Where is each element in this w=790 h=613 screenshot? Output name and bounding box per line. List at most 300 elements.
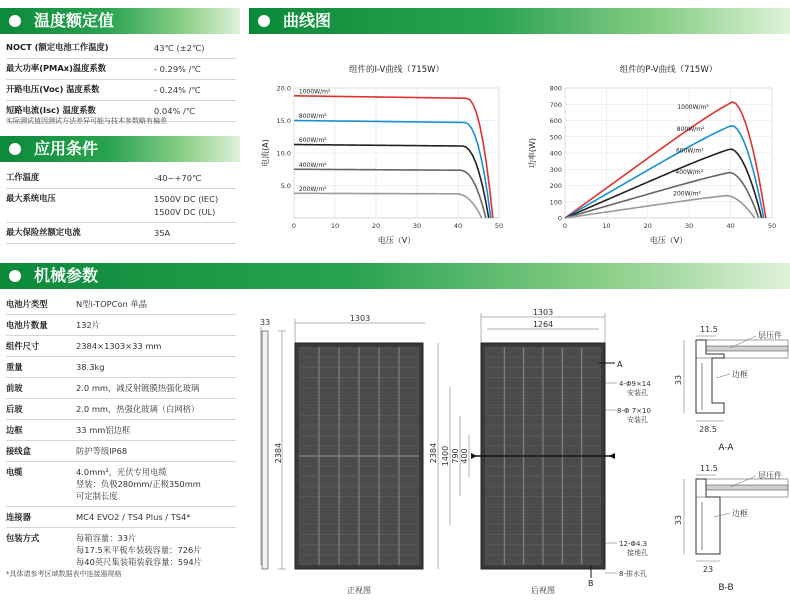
solar-cell <box>486 447 504 456</box>
spec-row <box>6 168 236 189</box>
solar-cell <box>505 536 523 545</box>
solar-cell <box>320 486 339 495</box>
y-tick-label: 300 <box>549 165 562 174</box>
series-label: 200W/m² <box>298 185 327 193</box>
solar-cell <box>505 506 523 515</box>
solar-cell <box>300 427 319 436</box>
solar-cell <box>524 417 542 426</box>
solar-cell <box>505 437 523 446</box>
y-tick-label: 5.0 <box>280 182 291 190</box>
solar-cell <box>524 496 542 505</box>
solar-cell <box>524 457 542 466</box>
series-label: 1000W/m² <box>298 88 331 96</box>
solar-cell <box>340 536 359 545</box>
bullet-icon <box>9 270 21 282</box>
section-title: 应用条件 <box>34 139 99 158</box>
solar-cell <box>340 437 359 446</box>
app-spec-table <box>6 168 236 244</box>
solar-cell <box>360 546 379 555</box>
solar-cell <box>486 427 504 436</box>
spec-row <box>6 59 236 80</box>
solar-cell <box>486 397 504 406</box>
solar-cell <box>563 437 581 446</box>
spec-value: 4.0mm²，光伏专用电缆 <box>76 467 167 477</box>
solar-cell <box>582 358 600 367</box>
y-tick-label: 100 <box>549 198 562 207</box>
solar-cell <box>320 437 339 446</box>
solar-cell <box>563 427 581 436</box>
solar-cell <box>400 536 419 545</box>
solar-cell <box>563 556 581 565</box>
solar-cell <box>563 417 581 426</box>
solar-cell <box>360 417 379 426</box>
solar-cell <box>400 397 419 406</box>
spec-label: 电池片类型 <box>6 299 48 309</box>
solar-cell <box>360 427 379 436</box>
height-label: 2384 <box>274 442 283 464</box>
solar-cell <box>300 506 319 515</box>
solar-cell <box>505 367 523 376</box>
dim-1400: 1400 <box>441 445 450 467</box>
spec-value: 38.3kg <box>76 362 105 372</box>
solar-cell <box>360 387 379 396</box>
solar-cell <box>582 506 600 515</box>
solar-cell <box>320 387 339 396</box>
back-view-drawing <box>423 303 668 608</box>
solar-cell <box>340 427 359 436</box>
solar-cell <box>544 526 562 535</box>
solar-cell <box>524 447 542 456</box>
y-tick-label: 0 <box>557 214 562 223</box>
solar-cell <box>544 496 562 505</box>
solar-cell <box>582 476 600 485</box>
section-title: 曲线图 <box>283 11 332 30</box>
solar-cell <box>563 447 581 456</box>
solar-cell <box>563 407 581 416</box>
solar-cell <box>505 387 523 396</box>
solar-cell <box>400 427 419 436</box>
solar-cell <box>380 556 399 565</box>
bb-caption: B-B <box>718 583 734 593</box>
solar-cell <box>340 506 359 515</box>
solar-cell <box>340 516 359 525</box>
solar-cell <box>320 358 339 367</box>
solar-cell <box>380 526 399 535</box>
solar-cell <box>360 407 379 416</box>
solar-cell <box>300 358 319 367</box>
solar-cell <box>360 348 379 357</box>
solar-cell <box>505 526 523 535</box>
solar-cell <box>300 417 319 426</box>
spec-label: 组件尺寸 <box>6 341 40 351</box>
thickness-label: 33 <box>260 318 271 327</box>
spec-label: NOCT (额定电池工作温度) <box>6 42 109 52</box>
solar-cell <box>360 467 379 476</box>
spec-row <box>6 357 236 378</box>
front-view-drawing <box>250 303 425 608</box>
solar-cell <box>360 506 379 515</box>
series-label: 800W/m² <box>298 113 327 120</box>
solar-cell <box>544 467 562 476</box>
solar-cell <box>544 397 562 406</box>
solar-cell <box>582 516 600 525</box>
solar-cell <box>563 377 581 386</box>
solar-cell <box>544 387 562 396</box>
spec-value: 每17.5米平板车装载容量：726片 <box>76 545 202 555</box>
solar-cell <box>544 367 562 376</box>
solar-cell <box>524 526 542 535</box>
solar-cell <box>486 506 504 515</box>
spec-row <box>6 441 236 462</box>
solar-cell <box>524 437 542 446</box>
solar-cell <box>544 506 562 515</box>
solar-cell <box>524 467 542 476</box>
solar-cell <box>360 536 379 545</box>
spec-row <box>6 80 236 101</box>
solar-cell <box>400 387 419 396</box>
solar-cell <box>544 447 562 456</box>
solar-cell <box>505 496 523 505</box>
spec-value: 2.0 mm，减反射镀膜热强化玻璃 <box>76 383 200 393</box>
solar-cell <box>544 546 562 555</box>
solar-cell <box>582 407 600 416</box>
solar-cell <box>582 457 600 466</box>
spec-row <box>6 378 236 399</box>
solar-cell <box>486 526 504 535</box>
y-tick-label: 15.0 <box>276 117 291 125</box>
solar-cell <box>582 427 600 436</box>
solar-cell <box>524 377 542 386</box>
width-label: 1303 <box>532 308 554 317</box>
spec-value: -40~+70℃ <box>154 173 202 183</box>
solar-cell <box>320 397 339 406</box>
solar-cell <box>544 417 562 426</box>
solar-cell <box>486 377 504 386</box>
y-tick-label: 800 <box>549 84 562 93</box>
solar-cell <box>563 358 581 367</box>
solar-cell <box>544 556 562 565</box>
callout-ground-holes: 12-Φ4.3 <box>619 540 648 548</box>
aa-height-label: 33 <box>674 374 683 386</box>
iv-curve-chart <box>258 58 518 248</box>
solar-cell <box>563 486 581 495</box>
solar-cell <box>544 516 562 525</box>
solar-cell <box>400 476 419 485</box>
x-tick-label: 20 <box>371 222 381 230</box>
solar-cell <box>524 367 542 376</box>
spec-value: 43℃ (±2℃) <box>154 43 205 53</box>
y-tick-label: 200 <box>549 182 562 190</box>
solar-cell <box>300 437 319 446</box>
solar-cell <box>340 546 359 555</box>
x-tick-label: 20 <box>643 222 652 230</box>
solar-cell <box>300 536 319 545</box>
y-tick-label: 500 <box>549 133 562 142</box>
solar-cell <box>400 506 419 515</box>
series-label: 800W/m² <box>676 125 705 133</box>
solar-cell <box>400 546 419 555</box>
solar-cell <box>486 387 504 396</box>
solar-cell <box>486 437 504 446</box>
solar-cell <box>524 556 542 565</box>
solar-cell <box>320 417 339 426</box>
x-tick-label: 50 <box>494 222 504 230</box>
solar-cell <box>380 397 399 406</box>
solar-cell <box>486 536 504 545</box>
solar-cell <box>380 546 399 555</box>
solar-cell <box>563 516 581 525</box>
solar-cell <box>340 367 359 376</box>
spec-row <box>6 336 236 357</box>
solar-cell <box>340 348 359 357</box>
solar-cell <box>582 387 600 396</box>
spec-label: 重量 <box>6 362 23 372</box>
solar-cell <box>563 536 581 545</box>
spec-value: 132片 <box>76 320 101 330</box>
solar-cell <box>544 457 562 466</box>
solar-cell <box>340 526 359 535</box>
solar-cell <box>582 556 600 565</box>
aa-lip-label: 11.5 <box>700 325 718 334</box>
spec-value: 0.04% /℃ <box>154 106 196 116</box>
mech-footnote: *具体请参考区域数据表中连接器规格 <box>6 570 122 578</box>
spec-label: 后玻 <box>6 404 23 414</box>
spec-row <box>6 420 236 441</box>
spec-label: 短路电流(Isc) 温度系数 <box>6 105 96 115</box>
solar-cell <box>505 516 523 525</box>
solar-cell <box>340 467 359 476</box>
solar-cell <box>300 387 319 396</box>
frame-label: 边框 <box>732 370 748 379</box>
solar-cell <box>505 407 523 416</box>
solar-cell <box>505 427 523 436</box>
solar-cell <box>300 486 319 495</box>
spec-label: 包装方式 <box>6 533 40 543</box>
y-tick-label: 700 <box>549 100 562 109</box>
solar-cell <box>380 427 399 436</box>
solar-cell <box>582 486 600 495</box>
solar-cell <box>563 457 581 466</box>
solar-cell <box>300 556 319 565</box>
callout-mount-holes-label: 安装孔 <box>627 389 648 397</box>
section-app-header <box>0 136 240 162</box>
solar-cell <box>505 348 523 357</box>
solar-cell <box>486 476 504 485</box>
solar-cell <box>320 447 339 456</box>
solar-cell <box>340 387 359 396</box>
series-label: 200W/m² <box>673 190 701 198</box>
solar-cell <box>320 556 339 565</box>
spec-value: 可定制长度 <box>76 491 118 501</box>
x-tick-label: 40 <box>726 222 735 230</box>
series-label: 1000W/m² <box>677 104 709 112</box>
solar-cell <box>582 417 600 426</box>
spec-label: 前玻 <box>6 383 23 393</box>
solar-cell <box>563 526 581 535</box>
section-marker-b: B <box>588 579 594 588</box>
x-tick-label: 30 <box>685 222 694 230</box>
section-bb-drawing <box>668 462 790 597</box>
solar-cell <box>505 556 523 565</box>
spec-value: 1500V DC (IEC) <box>154 194 219 204</box>
spec-value: 1500V DC (UL) <box>154 207 216 217</box>
solar-cell <box>300 516 319 525</box>
solar-cell <box>380 536 399 545</box>
solar-cell <box>320 348 339 357</box>
solar-cell <box>582 536 600 545</box>
solar-cell <box>340 358 359 367</box>
solar-cell <box>582 447 600 456</box>
spec-label: 最大系统电压 <box>6 193 56 203</box>
solar-cell <box>320 467 339 476</box>
solar-cell <box>544 476 562 485</box>
solar-cell <box>563 367 581 376</box>
solar-cell <box>340 397 359 406</box>
section-aa-drawing <box>668 318 790 468</box>
aa-width-label: 28.5 <box>699 425 717 434</box>
solar-cell <box>340 476 359 485</box>
solar-cell <box>486 417 504 426</box>
inner-width-label: 1264 <box>532 320 554 329</box>
solar-cell <box>524 546 542 555</box>
solar-cell <box>360 447 379 456</box>
solar-cell <box>340 447 359 456</box>
solar-cell <box>340 417 359 426</box>
solar-cell <box>340 486 359 495</box>
back-caption: 后视图 <box>531 586 555 595</box>
solar-cell <box>300 526 319 535</box>
solar-cell <box>360 457 379 466</box>
spec-value: 2384×1303×33 mm <box>76 341 162 351</box>
spec-row <box>6 462 236 507</box>
spec-value: 竖装：负极280mm/正极350mm <box>76 479 201 489</box>
solar-cell <box>486 486 504 495</box>
solar-cell <box>486 467 504 476</box>
laminate-label: 层压件 <box>758 331 782 340</box>
solar-cell <box>300 546 319 555</box>
spec-row <box>6 189 236 223</box>
spec-label: 最大保险丝额定电流 <box>6 227 81 237</box>
x-tick-label: 30 <box>412 222 422 230</box>
x-tick-label: 40 <box>453 222 463 230</box>
solar-cell <box>544 348 562 357</box>
arrow-left-icon <box>471 453 477 459</box>
solar-cell <box>300 496 319 505</box>
spec-label: 电池片数量 <box>6 320 48 330</box>
bb-width-label: 23 <box>702 565 714 574</box>
solar-cell <box>400 367 419 376</box>
solar-cell <box>360 556 379 565</box>
solar-cell <box>486 367 504 376</box>
solar-cell <box>505 457 523 466</box>
section-curves-header <box>249 8 790 34</box>
solar-cell <box>544 358 562 367</box>
solar-cell <box>360 367 379 376</box>
solar-cell <box>300 348 319 357</box>
spec-value: 每箱容量：33片 <box>76 533 137 543</box>
temp-spec-table <box>6 38 236 122</box>
solar-cell <box>400 348 419 357</box>
solar-cell <box>300 457 319 466</box>
solar-cell <box>582 348 600 357</box>
solar-cell <box>380 457 399 466</box>
solar-cell <box>380 377 399 386</box>
x-tick-label: 0 <box>562 222 568 230</box>
solar-cell <box>320 407 339 416</box>
solar-cell <box>486 556 504 565</box>
solar-cell <box>486 407 504 416</box>
solar-cell <box>300 447 319 456</box>
solar-cell <box>400 486 419 495</box>
solar-cell <box>320 496 339 505</box>
spec-value: 35A <box>154 228 171 238</box>
solar-cell <box>300 377 319 386</box>
solar-cell <box>320 427 339 436</box>
section-mech-header <box>0 263 790 289</box>
solar-cell <box>400 407 419 416</box>
solar-cell <box>505 546 523 555</box>
spec-label: 工作温度 <box>6 172 40 182</box>
x-axis-label: 电压（V） <box>377 236 416 245</box>
solar-cell <box>524 427 542 436</box>
solar-cell <box>300 367 319 376</box>
bullet-icon <box>258 15 270 27</box>
solar-cell <box>563 506 581 515</box>
solar-cell <box>563 476 581 485</box>
dim-400: 400 <box>460 448 469 464</box>
bb-lip-label: 11.5 <box>700 464 718 473</box>
solar-cell <box>486 348 504 357</box>
solar-cell <box>320 476 339 485</box>
solar-cell <box>505 358 523 367</box>
solar-cell <box>563 546 581 555</box>
solar-cell <box>360 486 379 495</box>
solar-cell <box>563 496 581 505</box>
solar-cell <box>524 486 542 495</box>
solar-cell <box>380 496 399 505</box>
solar-cell <box>582 437 600 446</box>
solar-cell <box>380 467 399 476</box>
solar-cell <box>486 358 504 367</box>
height-label: 2384 <box>429 442 438 464</box>
solar-cell <box>486 496 504 505</box>
solar-cell <box>524 476 542 485</box>
laminate <box>706 346 788 351</box>
solar-cell <box>400 358 419 367</box>
solar-cell <box>380 506 399 515</box>
series-label: 600W/m² <box>298 137 327 145</box>
x-tick-label: 10 <box>602 222 611 230</box>
spec-row <box>6 223 236 244</box>
solar-cell <box>320 516 339 525</box>
temp-footnote: 实际测试值因测试方法差异可能与技术参数略有偏差 <box>6 117 167 125</box>
spec-label: 接线盒 <box>6 446 31 456</box>
solar-cell <box>400 556 419 565</box>
solar-cell <box>300 467 319 476</box>
cell-grid <box>299 347 419 565</box>
solar-cell <box>360 496 379 505</box>
dim-790: 790 <box>451 448 460 464</box>
callout-mount-holes-2: 8-Φ 7×10 <box>617 407 651 415</box>
chart-title: 组件的I-V曲线（715W） <box>348 65 445 75</box>
solar-cell <box>582 367 600 376</box>
solar-cell <box>340 556 359 565</box>
bullet-icon <box>9 143 21 155</box>
section-title: 机械参数 <box>34 266 99 285</box>
solar-cell <box>320 506 339 515</box>
solar-cell <box>582 546 600 555</box>
y-tick-label: 20.0 <box>276 84 291 93</box>
